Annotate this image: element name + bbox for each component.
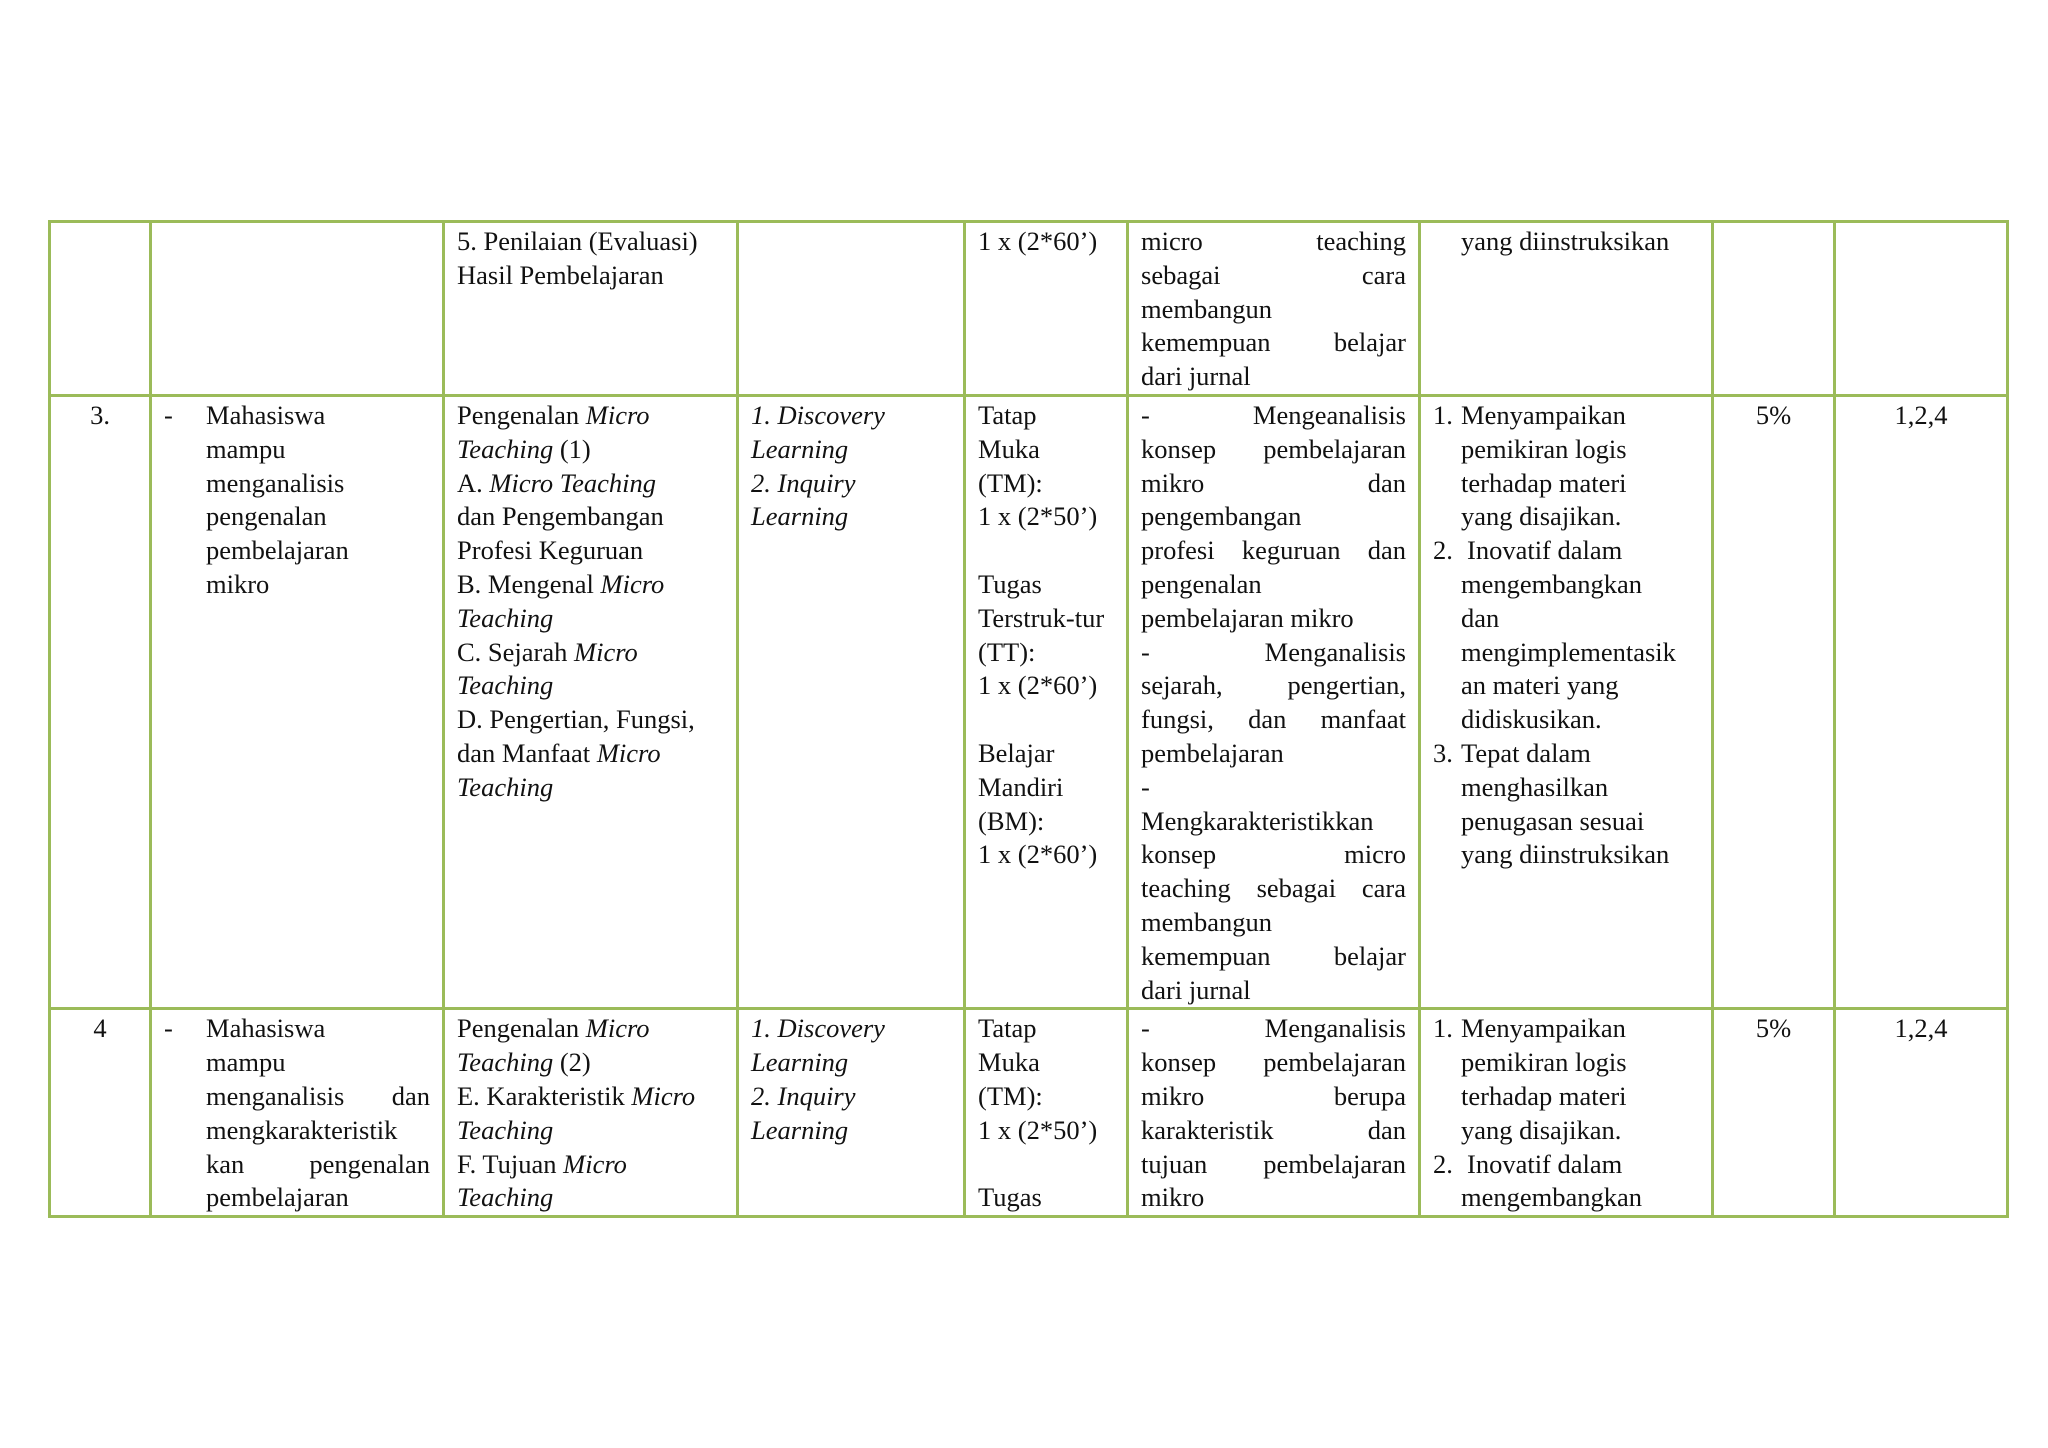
kriteria-item: 3. Tepat dalam menghasilkan penugasan sesuai yang diinstruksikan <box>1433 737 1670 870</box>
cell-no: 4 <box>50 1009 151 1217</box>
kriteria-item: 2. Inovatif dalam mengembangkan dan mengimplementasik an materi yang didiskusikan. <box>1433 535 1676 735</box>
cell-waktu: Tatap Muka (TM): 1 x (2*50’) Tugas <box>965 1009 1128 1217</box>
cell-kemampuan <box>151 222 444 396</box>
cell-referensi: 1,2,4 <box>1835 395 2008 1008</box>
cell-metode: 1. Discovery Learning 2. Inquiry Learning <box>738 1009 965 1217</box>
cell-no <box>50 222 151 396</box>
cell-bobot: 5% <box>1713 395 1835 1008</box>
kriteria-item: 2. Inovatif dalam mengembangkan <box>1433 1148 1643 1213</box>
cell-kemampuan: - Mahasiswa mampu menganalisis pengenalan pembelajaran mikro <box>151 395 444 1008</box>
cell-bobot <box>1713 222 1835 396</box>
table-row <box>50 1009 2008 1217</box>
cell-kemampuan: - Mahasiswa mampu menganalisis dan mengkarakteristik kan pengenalan pembelajaran <box>151 1009 444 1217</box>
kriteria-item: 1. Menyampaikan pemikiran logis terhadap materi yang disajikan. <box>1433 1013 1627 1145</box>
cell-referensi <box>1835 222 2008 396</box>
cell-kriteria <box>1420 1009 1713 1217</box>
cell-kriteria: yang diinstruksikan <box>1420 222 1713 396</box>
cell-waktu: Tatap Muka (TM): 1 x (2*50’) Tugas Terstruk-tur (TT): 1 x (2*60’) Belajar Mandiri (BM): 1 x (2*60’) <box>965 395 1128 1008</box>
cell-materi: Pengenalan Micro Teaching (2) E. Karakteristik Micro Teaching F. Tujuan Micro Teaching <box>444 1009 738 1217</box>
cell-kriteria <box>1420 395 1713 1008</box>
rps-table <box>48 220 2009 1218</box>
cell-indikator: - Menganalisis konsep pembelajaran mikro berupa karakteristik dan tujuan pembelajaran mikro <box>1128 1009 1420 1217</box>
cell-materi: Pengenalan Micro Teaching (1) A. Micro Teaching dan Pengembangan Profesi Keguruan B. Mengenal Micro Teaching C. Sejarah Micro Teaching D. Pengertian, Fungsi, dan Manfaat Micro Teaching <box>444 395 738 1008</box>
table-row <box>50 395 2008 1008</box>
cell-bobot: 5% <box>1713 1009 1835 1217</box>
table-row-continuation <box>50 222 2008 396</box>
cell-referensi: 1,2,4 <box>1835 1009 2008 1217</box>
cell-no: 3. <box>50 395 151 1008</box>
cell-indikator: - Mengeanalisis konsep pembelajaran mikro dan pengembangan profesi keguruan dan pengenalan pembelajaran mikro - Menganalisis sejarah, pengertian, fungsi, dan manfaat pembelajaran - Mengkarakteristikkan konsep micro teaching sebagai cara membangun kemempuan belajar dari jurnal <box>1128 395 1420 1008</box>
cell-waktu: 1 x (2*60’) <box>965 222 1128 396</box>
cell-metode <box>738 222 965 396</box>
cell-materi: 5. Penilaian (Evaluasi) Hasil Pembelajaran <box>444 222 738 396</box>
kriteria-item: 1. Menyampaikan pemikiran logis terhadap materi yang disajikan. <box>1433 399 1627 532</box>
cell-metode: 1. Discovery Learning 2. Inquiry Learning <box>738 395 965 1008</box>
cell-indikator: micro teaching sebagai cara membangun kemempuan belajar dari jurnal <box>1128 222 1420 396</box>
